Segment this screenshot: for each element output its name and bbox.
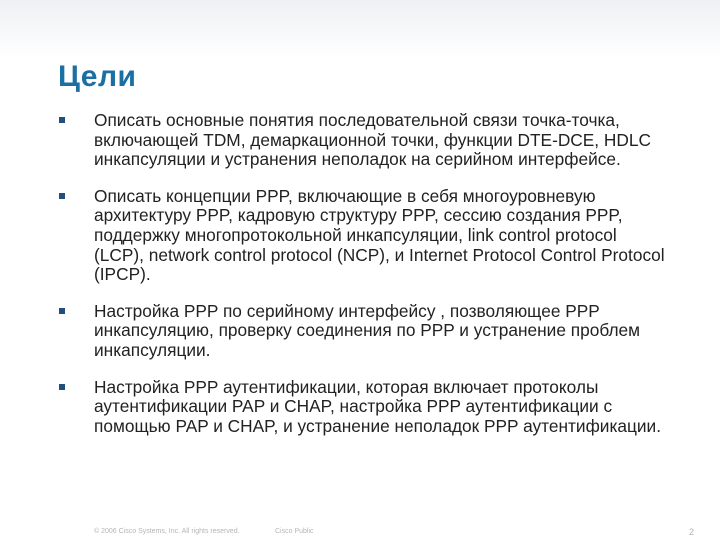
footer-copyright: © 2006 Cisco Systems, Inc. All rights reserved. [94,528,240,535]
bullet-item [58,302,670,361]
bullet-text: Настройка PPP аутентификации, которая включает протоколы аутентификации PAP и CHAP, настройка PPP аутентификации с помощью PAP и CHAP, и устранение неполадок PPP аутентификации. [94,376,662,436]
bullet-item [58,378,670,437]
bullet-text: Описать концепции PPP, включающие в себя многоуровневую архитектуру PPP, кадровую структуру PPP, сессию создания PPP, поддержку многопротокольной инкапсуляции, link control protocol (LCP), network control protocol (NCP), и Internet Protocol Control Protocol (IPCP). [94,185,665,285]
bullet-list [58,111,670,453]
bullet-text: Описать основные понятия последовательной связи точка-точка, включающей TDM, демаркационной точки, функции DTE-DCE, HDLC инкапсуляции и устранения неполадок на серийном интерфейсе. [94,110,651,170]
header-band [0,0,720,58]
square-bullet-icon [59,384,65,390]
bullet-item [58,187,670,285]
footer-classification: Cisco Public [275,528,314,535]
page-number: 2 [688,527,694,537]
bullet-item [58,111,670,170]
square-bullet-icon [59,193,65,199]
bullet-text: Настройка PPP по серийному интерфейсу , позволяющее PPP инкапсуляцию, проверку соединения по PPP и устранение проблем инкапсуляции. [94,300,641,360]
slide-title: Цели [58,60,137,93]
square-bullet-icon [59,308,65,314]
square-bullet-icon [59,117,65,123]
